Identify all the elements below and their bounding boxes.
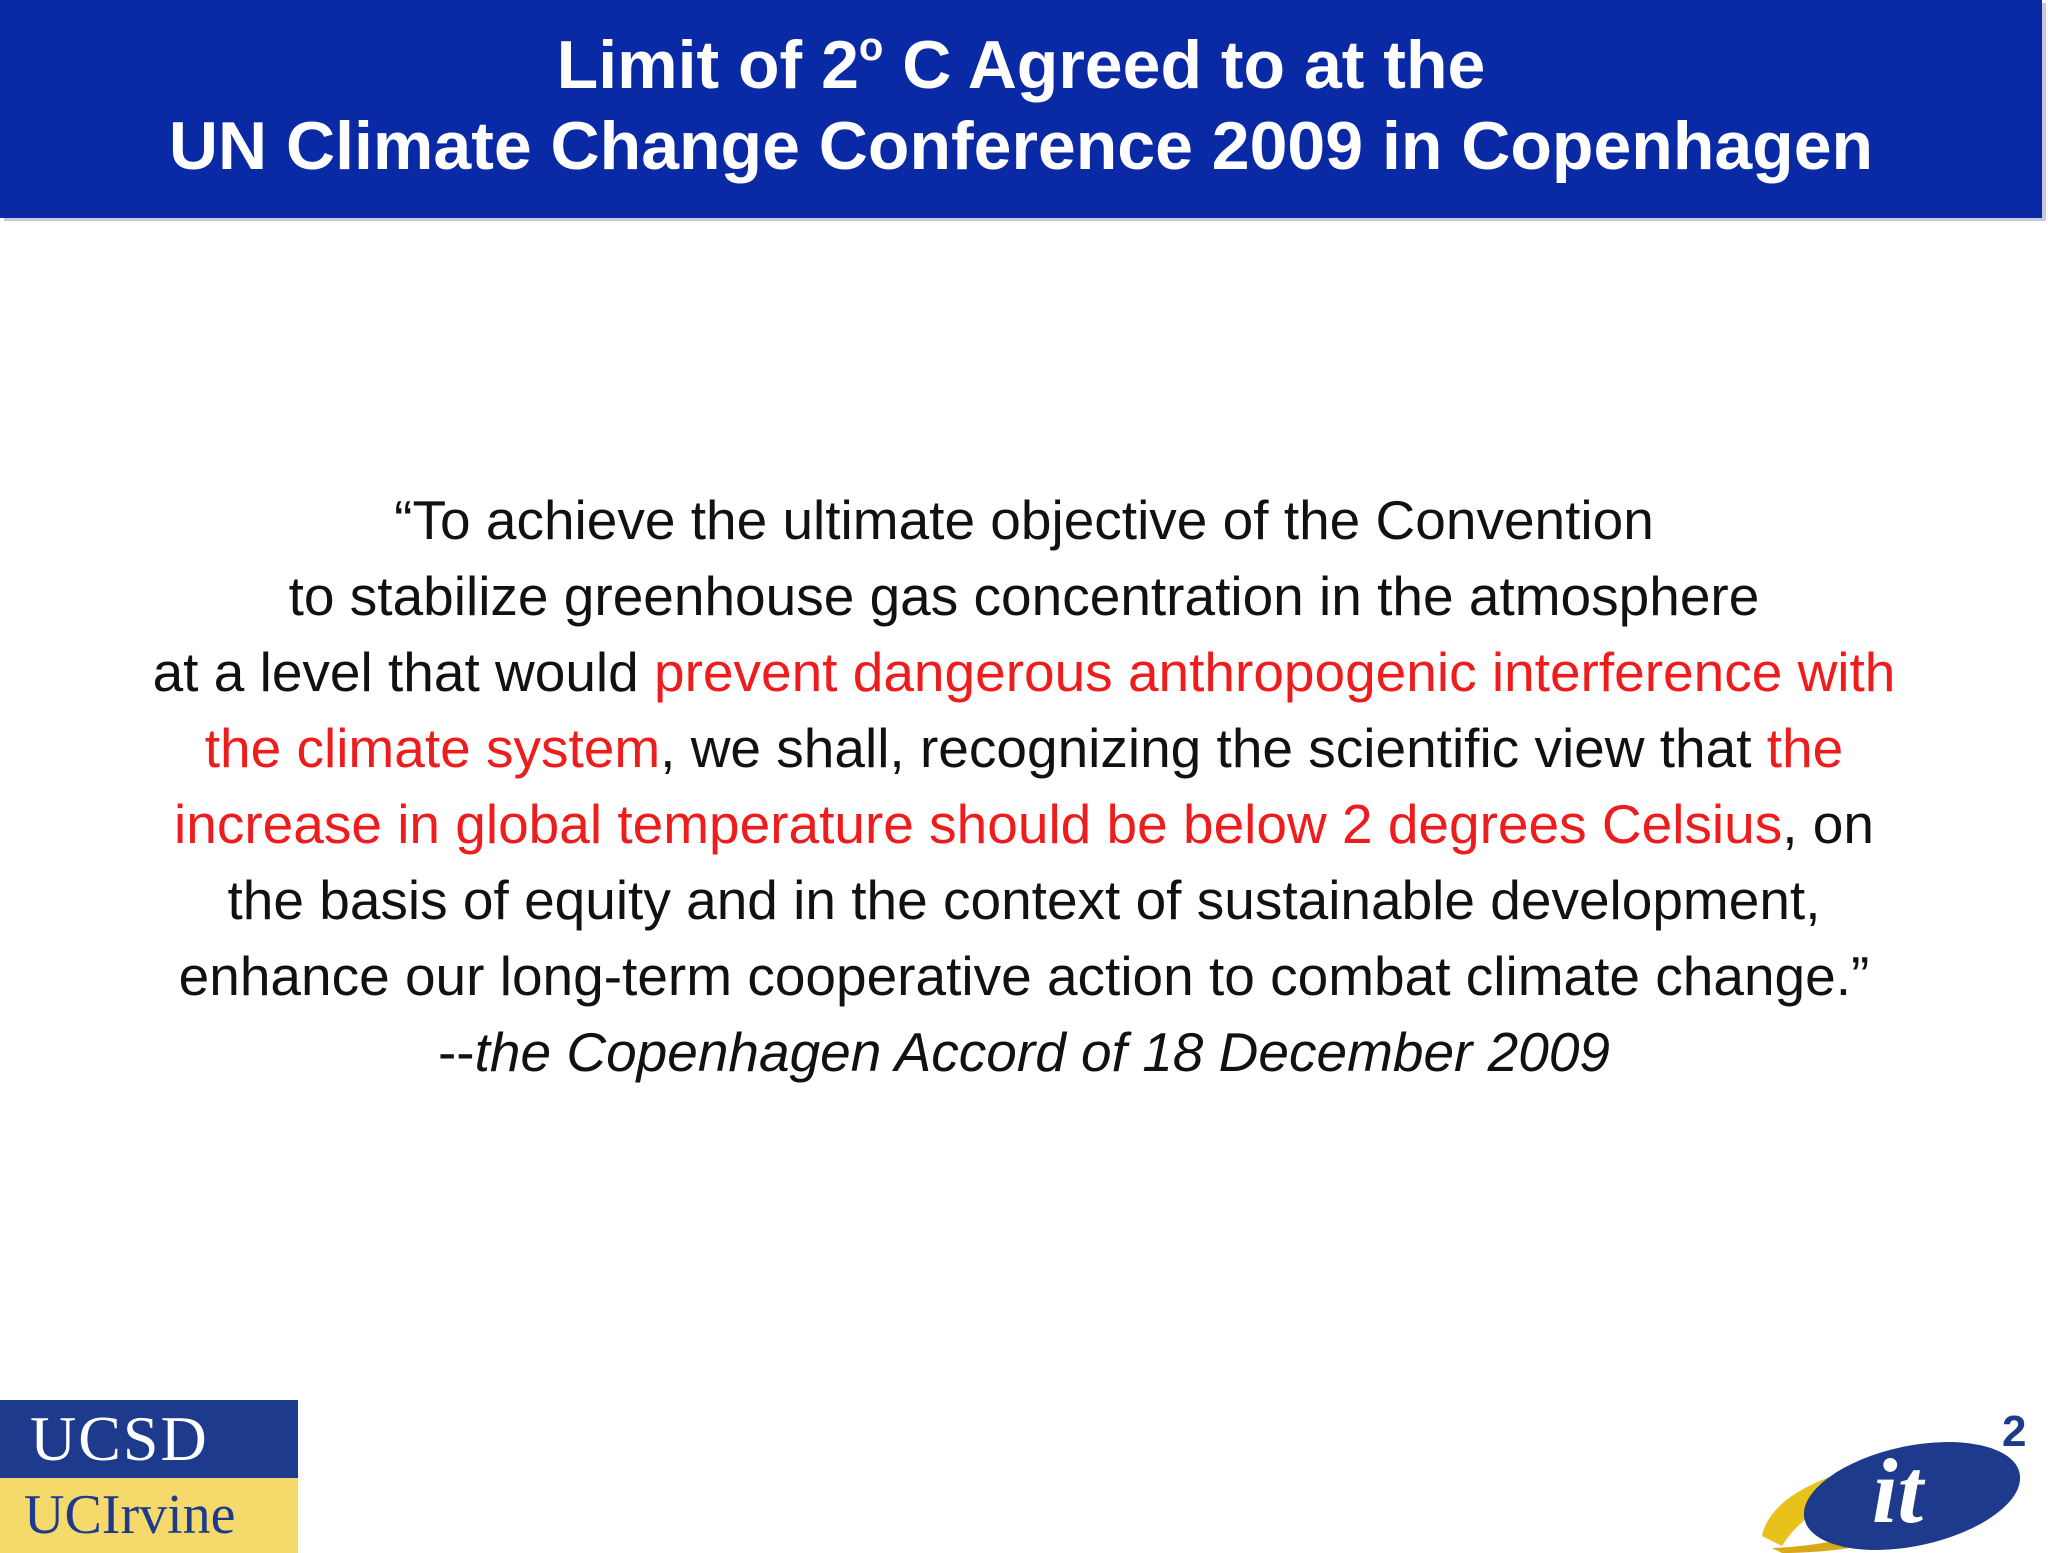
quote-line-3 [0,634,2048,710]
quote-line-7: enhance our long-term cooperative action to combat climate change.” [178,945,1870,1007]
degree-symbol: o [858,25,884,69]
slide-title-line-1 [0,25,2042,106]
quote-line-2: to stabilize greenhouse gas concentration in the atmosphere [288,565,1760,627]
quote-text: , on [1782,793,1874,855]
it2-text: it [1872,1440,1924,1542]
slide-title-bar [0,0,2042,218]
quote-text: , we shall, recognizing the scientific view that [660,717,1767,779]
title-text-part: C Agreed to at the [883,27,1486,103]
attribution-source: the Copenhagen Accord of 18 December 2009 [474,1021,1611,1083]
quote-attribution [0,1014,2048,1090]
quote-line-5 [0,786,2048,862]
quote-line-6: the basis of equity and in the context of sustainable development, [227,869,1821,931]
ucirvine-logo-text: UCIrvine [0,1478,298,1553]
quote-text: at a level that would [152,641,655,703]
attribution-dash: -- [437,1021,475,1083]
it2-superscript: 2 [2002,1407,2027,1456]
ucsd-logo-text: UCSD [0,1400,298,1478]
quote-line-1: “To achieve the ultimate objective of the Convention [394,489,1654,551]
quote-highlight: prevent dangerous anthropogenic interference with [654,641,1896,703]
ucsd-ucirvine-logo [0,1400,298,1553]
slide-title-line-2: UN Climate Change Conference 2009 in Copenhagen [168,108,1874,184]
accord-quote [0,482,2048,1090]
quote-highlight: the climate system [204,717,661,779]
title-text-part: Limit of 2 [556,27,859,103]
quote-line-4 [0,710,2048,786]
quote-highlight: increase in global temperature should be below 2 degrees Celsius [174,793,1783,855]
quote-highlight: the [1766,717,1844,779]
it2-logo [1752,1396,2048,1553]
